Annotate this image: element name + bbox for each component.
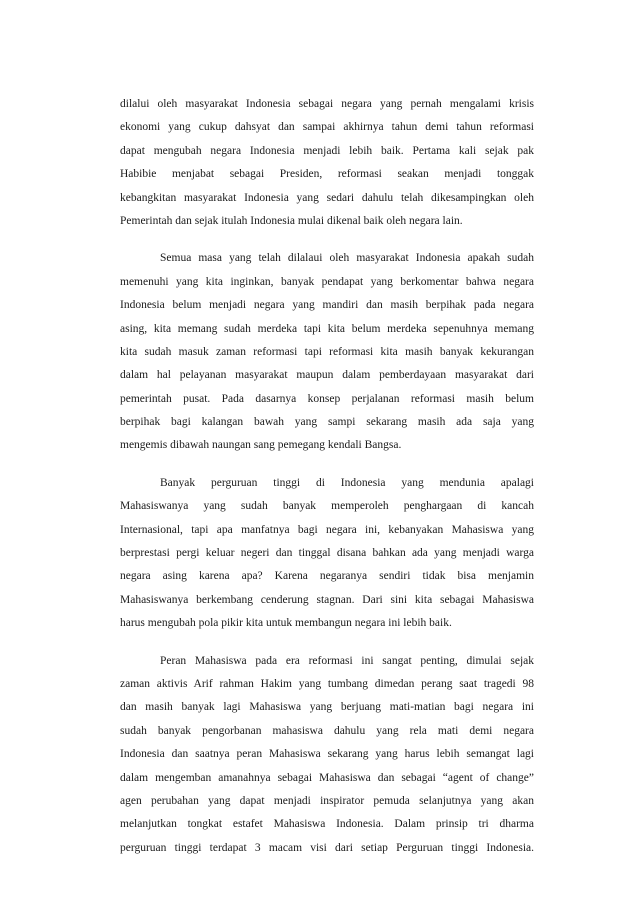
text-line: pemerintah pusat. Pada dasarnya konsep perjalanan reformasi masih belum [120,392,534,405]
text-line: ekonomi yang cukup dahsyat dan sampai akhirnya tahun demi tahun reformasi [120,121,534,134]
text-line: agen perubahan yang dapat menjadi inspirator pemuda selanjutnya yang akan [120,794,534,807]
paragraph [120,247,534,458]
text-line: Mahasiswanya berkembang cenderung stagnan. Dari sini kita sebagai Mahasiswa [120,593,534,606]
text-line: sudah banyak pengorbanan mahasiswa dahulu yang rela mati demi negara [120,724,534,737]
text-line: Pemerintah dan sejak itulah Indonesia mulai dikenal baik oleh negara lain. [120,214,463,227]
text-line: dalam mengemban amanahnya sebagai Mahasiswa dan sebagai “agent of change” [120,771,534,784]
document-body [120,93,534,860]
paragraph [120,472,534,636]
text-line: melanjutkan tongkat estafet Mahasiswa Indonesia. Dalam prinsip tri dharma [120,818,534,831]
text-line: dapat mengubah negara Indonesia menjadi lebih baik. Pertama kali sejak pak [120,144,534,157]
text-line: Indonesia dan saatnya peran Mahasiswa sekarang yang harus lebih semangat lagi [120,748,534,761]
paragraph [120,93,534,233]
text-line: Habibie menjabat sebagai Presiden, reformasi seakan menjadi tonggak [120,168,534,181]
text-line: memenuhi yang kita inginkan, banyak pendapat yang berkomentar bahwa negara [120,275,534,288]
text-line: berprestasi pergi keluar negeri dan tinggal disana bahkan ada yang menjadi warga [120,547,534,560]
paragraph-gap [120,233,534,247]
text-line: dilalui oleh masyarakat Indonesia sebagai negara yang pernah mengalami krisis [120,98,534,110]
text-line: Peran Mahasiswa pada era reformasi ini sangat penting, dimulai sejak [160,654,534,667]
text-line: perguruan tinggi terdapat 3 macam visi dari setiap Perguruan tinggi Indonesia. [120,841,534,854]
text-line: Indonesia belum menjadi negara yang mandiri dan masih berpihak pada negara [120,299,534,312]
text-line: Semua masa yang telah dilalaui oleh masyarakat Indonesia apakah sudah [160,252,534,265]
text-line: Internasional, tapi apa manfatnya bagi negara ini, kebanyakan Mahasiswa yang [120,523,534,536]
text-line: negara asing karena apa? Karena negaranya sendiri tidak bisa menjamin [120,570,534,583]
paragraph-gap [120,458,534,472]
text-line: mengemis dibawah naungan sang pemegang kendali Bangsa. [120,439,402,452]
text-line: kebangkitan masyarakat Indonesia yang sedari dahulu telah dikesampingkan oleh [120,191,534,204]
text-line: harus mengubah pola pikir kita untuk membangun negara ini lebih baik. [120,617,452,630]
paragraph [120,650,534,861]
text-line: berpihak bagi kalangan bawah yang sampi sekarang masih ada saja yang [120,416,534,429]
text-line: dalam hal pelayanan masyarakat maupun dalam pemberdayaan masyarakat dari [120,369,534,382]
text-line: Banyak perguruan tinggi di Indonesia yang mendunia apalagi [160,476,534,489]
text-line: dan masih banyak lagi Mahasiswa yang berjuang mati-matian bagi negara ini [120,701,534,714]
text-line: zaman aktivis Arif rahman Hakim yang tumbang dimedan perang saat tragedi 98 [120,677,534,690]
text-line: Mahasiswanya yang sudah banyak memperoleh penghargaan di kancah [120,500,534,513]
text-line: asing, kita memang sudah merdeka tapi kita belum merdeka sepenuhnya memang [120,322,534,335]
text-line: kita sudah masuk zaman reformasi tapi reformasi kita masih banyak kekurangan [120,345,534,358]
paragraph-gap [120,636,534,650]
